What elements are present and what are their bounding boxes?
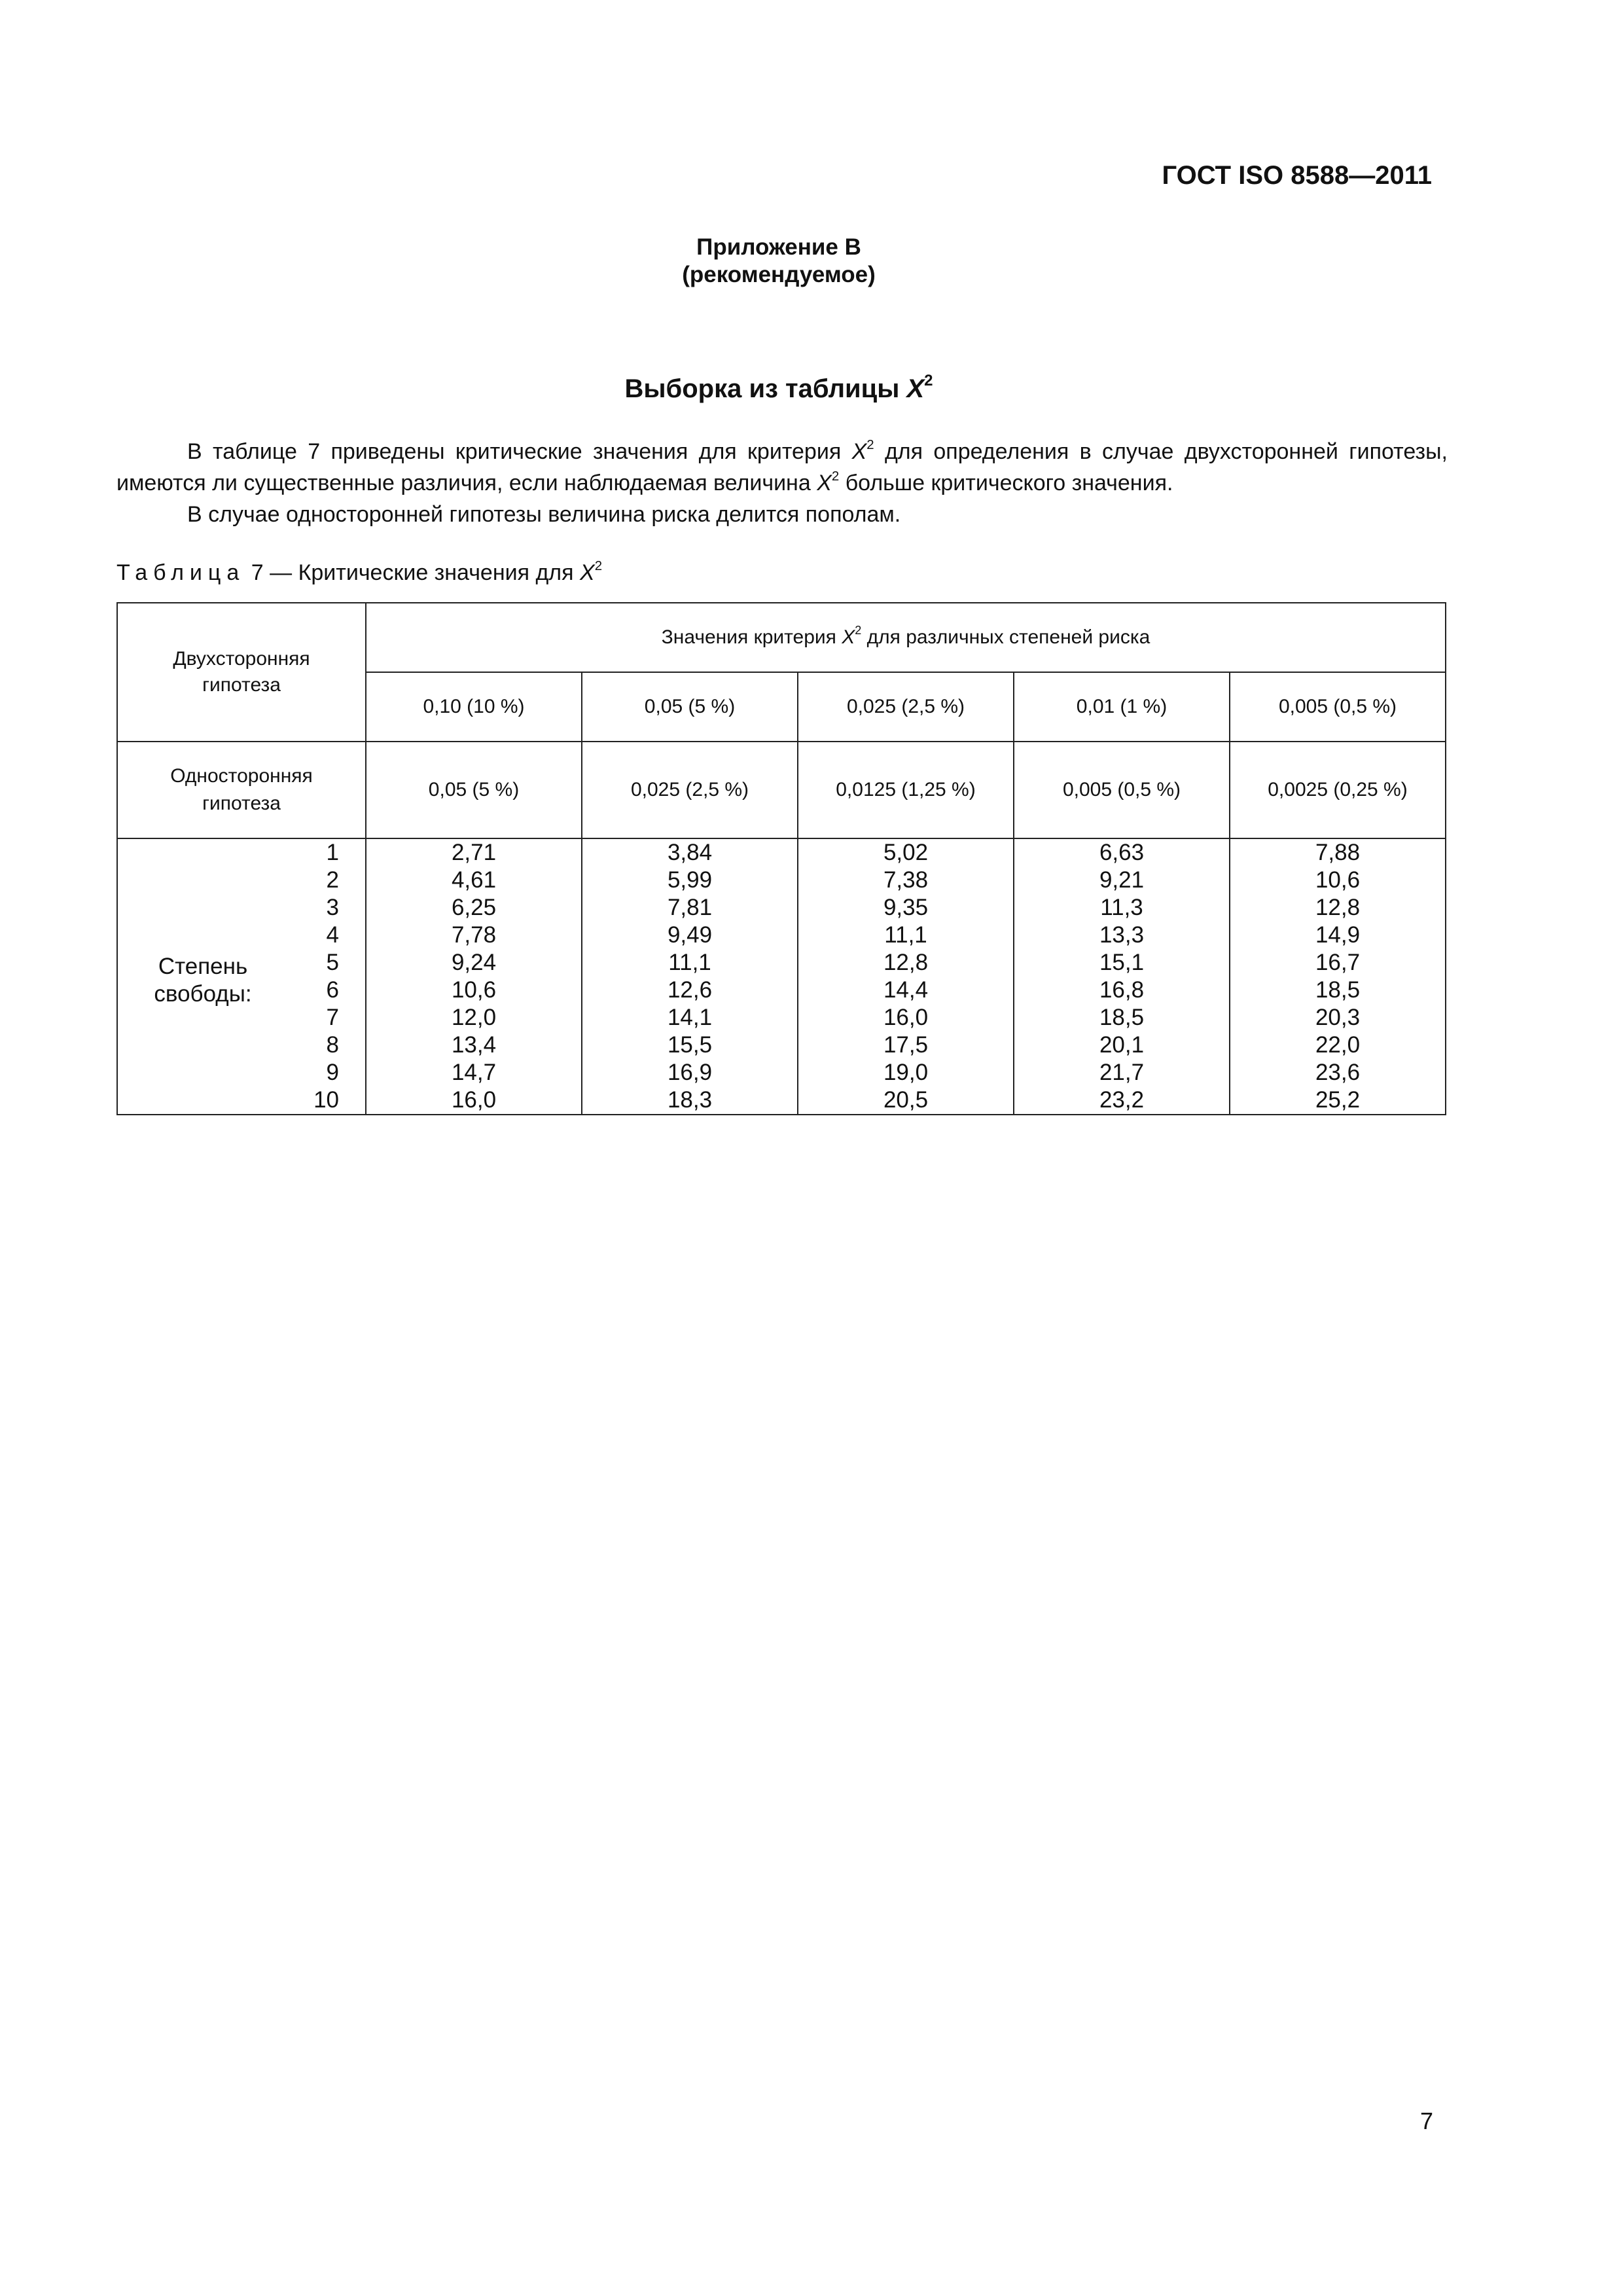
critical-value: 18,5 xyxy=(1315,977,1361,1003)
chi-power: 2 xyxy=(594,558,603,573)
critical-value: 11,1 xyxy=(884,922,927,948)
critical-value: 11,1 xyxy=(668,950,711,975)
section-title-text: Выборка из таблицы xyxy=(624,374,900,403)
df-number: 3 xyxy=(326,895,339,920)
df-number: 1 xyxy=(326,840,339,865)
critical-value: 17,5 xyxy=(883,1032,929,1058)
critical-values-column xyxy=(366,838,582,1115)
critical-value: 9,24 xyxy=(451,950,497,975)
two-sided-risk-cell: 0,005 (0,5 %) xyxy=(1230,672,1446,742)
critical-value: 16,8 xyxy=(1099,977,1145,1003)
annex-title: Приложение В xyxy=(696,234,861,260)
intro-text-a: В таблице 7 приведены критические значения для критерия xyxy=(187,439,842,464)
chi-power: 2 xyxy=(866,437,874,452)
chi-power: 2 xyxy=(855,624,862,637)
one-sided-risk-cell: 0,0025 (0,25 %) xyxy=(1230,742,1446,838)
critical-value: 18,3 xyxy=(667,1087,713,1113)
df-number: 7 xyxy=(326,1005,339,1030)
intro-text-c: больше критического значения. xyxy=(845,471,1173,495)
df-number: 4 xyxy=(326,922,339,948)
critical-values-column xyxy=(1230,838,1446,1115)
critical-value: 16,0 xyxy=(883,1005,929,1030)
critical-value: 20,3 xyxy=(1315,1005,1361,1030)
critical-value: 12,8 xyxy=(1315,895,1361,920)
one-sided-risk-cell: 0,025 (2,5 %) xyxy=(582,742,798,838)
critical-value: 10,6 xyxy=(1315,867,1361,893)
table-caption xyxy=(116,560,602,586)
span-header xyxy=(366,603,1446,672)
critical-value: 25,2 xyxy=(1315,1087,1361,1113)
chi-square-table xyxy=(116,602,1446,1115)
one-sided-risk-cell: 0,005 (0,5 %) xyxy=(1014,742,1230,838)
critical-value: 3,84 xyxy=(667,840,713,865)
section-title xyxy=(0,374,1558,404)
df-number: 9 xyxy=(326,1060,339,1085)
critical-value: 14,7 xyxy=(451,1060,497,1085)
critical-value: 20,5 xyxy=(883,1087,929,1113)
critical-value: 16,9 xyxy=(667,1060,713,1085)
critical-value: 13,3 xyxy=(1099,922,1145,948)
critical-value: 5,02 xyxy=(883,840,929,865)
intro-text-b: для определения в случае двухсторонней гипотезы, имеются ли существенные различия, если наблюдаемая величина xyxy=(116,439,1448,495)
chi-symbol: X xyxy=(580,560,595,585)
chi-symbol: X xyxy=(842,626,855,648)
critical-values-column xyxy=(1014,838,1230,1115)
critical-values-column xyxy=(798,838,1014,1115)
critical-value: 16,0 xyxy=(451,1087,497,1113)
critical-value: 14,4 xyxy=(883,977,929,1003)
critical-values-column xyxy=(582,838,798,1115)
span-header-text-b: для различных степеней риска xyxy=(866,626,1150,648)
chi-symbol: X xyxy=(906,374,925,403)
chi-symbol: X xyxy=(817,471,832,495)
standard-designation: ГОСТ ISO 8588—2011 xyxy=(1162,161,1432,190)
critical-value: 2,71 xyxy=(451,840,497,865)
df-number: 10 xyxy=(313,1087,339,1113)
critical-value: 21,7 xyxy=(1099,1060,1145,1085)
critical-value: 12,6 xyxy=(667,977,713,1003)
critical-value: 9,21 xyxy=(1099,867,1145,893)
critical-value: 13,4 xyxy=(451,1032,497,1058)
critical-value: 15,1 xyxy=(1099,950,1145,975)
one-sided-hypothesis-label xyxy=(117,742,366,838)
critical-value: 11,3 xyxy=(1100,895,1143,920)
critical-value: 6,25 xyxy=(451,895,497,920)
df-number: 8 xyxy=(326,1032,339,1058)
two-sided-label-line-2: гипотеза xyxy=(202,674,281,696)
critical-value: 7,38 xyxy=(883,867,929,893)
df-number: 6 xyxy=(326,977,339,1003)
chi-symbol: X xyxy=(851,439,867,464)
critical-value: 7,88 xyxy=(1315,840,1361,865)
two-sided-risk-cell: 0,05 (5 %) xyxy=(582,672,798,742)
two-sided-label-line-1: Двухсторонняя xyxy=(173,648,310,670)
critical-value: 14,1 xyxy=(667,1005,713,1030)
annex-status: (рекомендуемое) xyxy=(682,262,876,287)
critical-value: 18,5 xyxy=(1099,1005,1145,1030)
df-label-line-2: свободы: xyxy=(154,981,252,1007)
critical-value: 6,63 xyxy=(1099,840,1145,865)
two-sided-risk-cell: 0,01 (1 %) xyxy=(1014,672,1230,742)
intro-paragraph-2: В случае односторонней гипотезы величина риска делится пополам. xyxy=(187,502,901,527)
critical-value: 16,7 xyxy=(1315,950,1361,975)
critical-value: 23,6 xyxy=(1315,1060,1361,1085)
page-number: 7 xyxy=(1419,2108,1433,2134)
table-caption-text: 7 — Критические значения для xyxy=(251,560,574,585)
df-label xyxy=(144,953,262,1008)
critical-value: 9,49 xyxy=(667,922,713,948)
one-sided-label-line-1: Односторонняя xyxy=(170,765,313,787)
df-label-line-1: Степень xyxy=(158,954,248,979)
two-sided-risk-cell: 0,10 (10 %) xyxy=(366,672,582,742)
chi-power: 2 xyxy=(924,372,933,390)
critical-value: 4,61 xyxy=(451,867,497,893)
one-sided-label-line-2: гипотеза xyxy=(202,793,281,814)
chi-power: 2 xyxy=(831,469,840,484)
intro-paragraph-1 xyxy=(116,436,1448,499)
df-number: 2 xyxy=(326,867,339,893)
critical-value: 20,1 xyxy=(1099,1032,1145,1058)
degrees-of-freedom-cell xyxy=(117,838,366,1115)
critical-value: 15,5 xyxy=(667,1032,713,1058)
critical-value: 22,0 xyxy=(1315,1032,1361,1058)
df-values xyxy=(313,839,339,1114)
critical-value: 23,2 xyxy=(1099,1087,1145,1113)
critical-value: 7,78 xyxy=(451,922,497,948)
two-sided-risk-cell: 0,025 (2,5 %) xyxy=(798,672,1014,742)
critical-value: 7,81 xyxy=(667,895,713,920)
table-caption-word: Таблица xyxy=(116,560,245,585)
one-sided-risk-cell: 0,0125 (1,25 %) xyxy=(798,742,1014,838)
critical-value: 14,9 xyxy=(1315,922,1361,948)
critical-value: 5,99 xyxy=(667,867,713,893)
critical-value: 19,0 xyxy=(883,1060,929,1085)
one-sided-risk-cell: 0,05 (5 %) xyxy=(366,742,582,838)
two-sided-hypothesis-label xyxy=(117,603,366,742)
critical-value: 9,35 xyxy=(883,895,929,920)
critical-value: 12,0 xyxy=(451,1005,497,1030)
span-header-text-a: Значения критерия xyxy=(661,626,836,648)
critical-value: 10,6 xyxy=(451,977,497,1003)
critical-value: 12,8 xyxy=(883,950,929,975)
df-number: 5 xyxy=(326,950,339,975)
